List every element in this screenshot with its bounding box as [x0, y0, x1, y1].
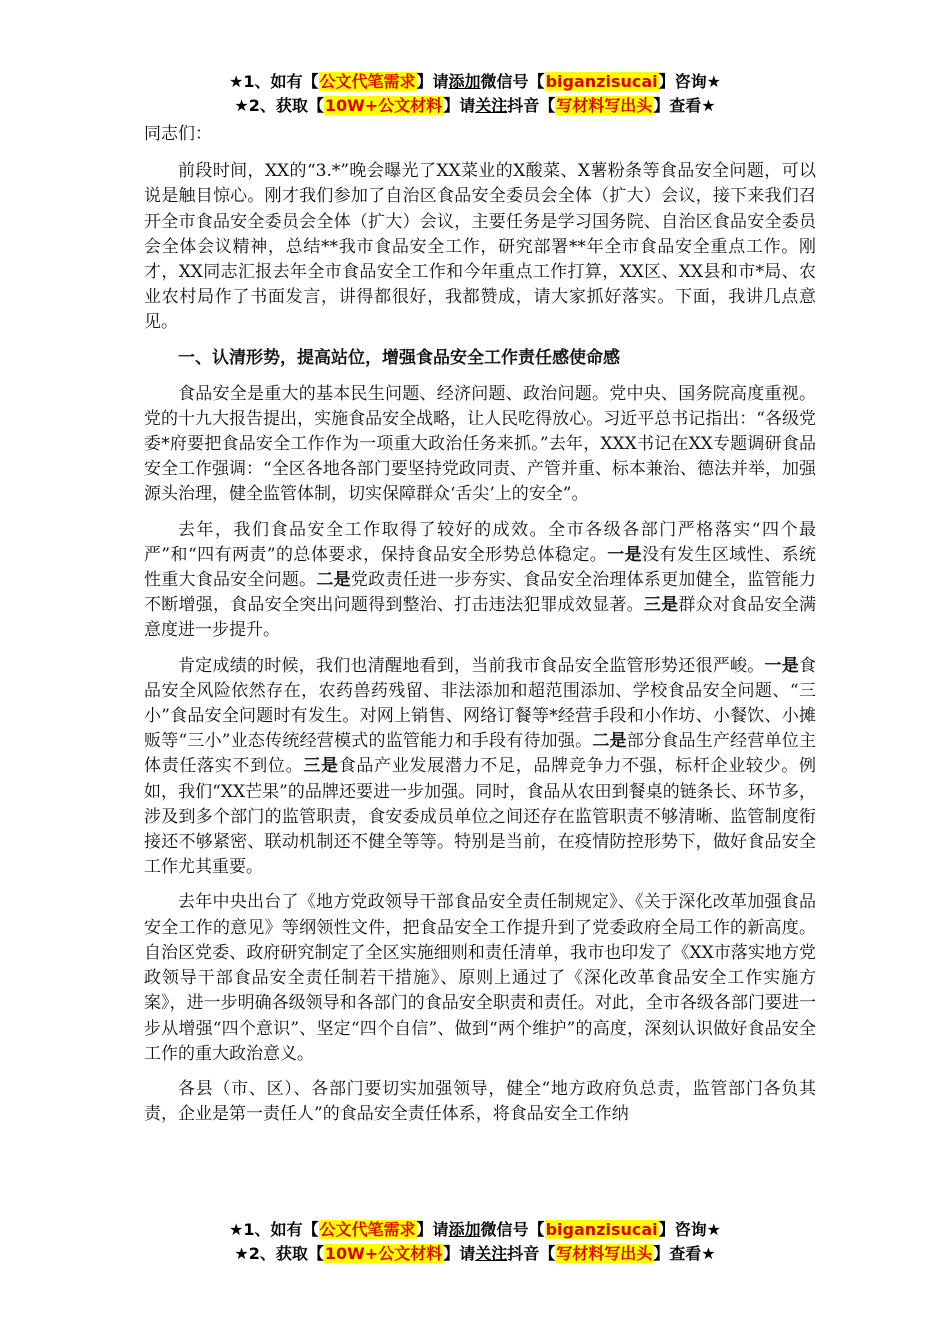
banner-line-1: ★1、如有【公文代笔需求】请添加微信号【biganzisucai】咨询★ — [229, 72, 721, 91]
highlight-douyin-account: 写材料写出头 — [556, 96, 653, 115]
paragraph-1: 前段时间，XX的“3.*”晚会曝光了XX菜业的X酸菜、X薯粉条等食品安全问题，可以说是触目惊心。刚才我们参加了自治区食品安全委员会全体（扩大）会议，接下来我们召开全市食品安全委员会全体（扩大）会议，主要任务是学习国务院、自治区食品安全委员会全体会议精神，总结**我市食品安全工作，研究部署**年全市食品安全重点工作。刚才，XX同志汇报去年全市食品安全工作和今年重点工作打算，XX区、XX县和市*局、农业农村局作了书面发言，讲得都很好，我都赞成，请大家抓好落实。下面，我讲几点意见。 — [144, 161, 816, 333]
section-heading-1: 一、认清形势，提高站位，增强食品安全工作责任感使命感 — [178, 347, 620, 368]
greeting: 同志们： — [144, 124, 212, 144]
highlight-materials: 10W+公文材料 — [324, 96, 443, 115]
paragraph-6: 各县（市、区）、各部门要切实加强领导，健全“地方政府负总责，监管部门各负其责，企业是第一责任人”的食品安全责任体系，将食品安全工作纳 — [144, 1078, 816, 1125]
paragraph-2: 食品安全是重大的基本民生问题、经济问题、政治问题。党中央、国务院高度重视。党的十九大报告提出，实施食品安全战略，让人民吃得放心。习近平总书记指出：“各级党委*府要把食品安全工作作为一项重大政治任务来抓。”去年，XXX书记在XX专题调研食品安全工作强调：“全区各地各部门要坚持党政同责、产管并重、标本兼治、德法并举，加强源头治理，健全监管体制，切实保障群众‘舌尖’上的安全”。 — [144, 383, 816, 505]
highlight-service: 公文代笔需求 — [319, 72, 416, 91]
bold-marker: 三是 — [643, 595, 679, 616]
banner-line-2: ★2、获取【10W+公文材料】请关注抖音【写材料写出头】查看★ — [234, 96, 716, 115]
bold-marker: 一是 — [764, 655, 799, 676]
bold-marker: 二是 — [592, 731, 627, 752]
paragraph-3: 去年，我们食品安全工作取得了较好的成效。全市各级各部门严格落实“四个最严”和“四有两责”的总体要求，保持食品安全形势总体稳定。一是没有发生区域性、系统性重大食品安全问题。二是党政责任进一步夯实、食品安全治理体系更加健全，监管能力不断增强，食品安全突出问题得到整治、打击违法犯罪成效显著。三是群众对食品安全满意度进一步提升。 — [144, 519, 817, 641]
bottom-banner — [0, 1218, 950, 1266]
bold-marker: 三是 — [303, 756, 339, 777]
highlight-douyin-account: 写材料写出头 — [556, 1244, 653, 1263]
banner-line-1: ★1、如有【公文代笔需求】请添加微信号【biganzisucai】咨询★ — [229, 1220, 721, 1239]
highlight-materials: 10W+公文材料 — [324, 1244, 443, 1263]
banner-line-2: ★2、获取【10W+公文材料】请关注抖音【写材料写出头】查看★ — [234, 1244, 716, 1263]
top-banner — [0, 70, 950, 118]
highlight-wechat-id: biganzisucai — [545, 1220, 658, 1239]
bold-marker: 一是 — [607, 544, 643, 565]
document-body — [144, 122, 816, 1137]
highlight-wechat-id: biganzisucai — [545, 72, 658, 91]
bold-marker: 二是 — [316, 570, 351, 591]
highlight-service: 公文代笔需求 — [319, 1220, 416, 1239]
paragraph-4: 肯定成绩的时候，我们也清醒地看到，当前我市食品安全监管形势还很严峻。一是食品安全风险依然存在，农药兽药残留、非法添加和超范围添加、学校食品安全问题、“三小”食品安全问题时有发生。对网上销售、网络订餐等*经营手段和小作坊、小餐饮、小摊贩等“三小”业态传统经营模式的监管能力和手段有待加强。二是部分食品生产经营单位主体责任落实不到位。三是食品产业发展潜力不足，品牌竞争力不强，标杆企业较少。例如，我们“XX芒果”的品牌还要进一步加强。同时，食品从农田到餐桌的链条长、环节多，涉及到多个部门的监管职责，食安委成员单位之间还存在监管职责不够清晰、监管制度衔接还不够紧密、联动机制还不健全等等。特别是当前，在疫情防控形势下，做好食品安全工作尤其重要。 — [144, 655, 817, 878]
paragraph-5: 去年中央出台了《地方党政领导干部食品安全责任制规定》、《关于深化改革加强食品安全工作的意见》等纲领性文件，把食品安全工作提升到了党委政府全局工作的新高度。自治区党委、政府研究制定了全区实施细则和责任清单，我市也印发了《XX市落实地方党政领导干部食品安全责任制若干措施》、原则上通过了《深化改革食品安全工作实施方案》，进一步明确各级领导和各部门的食品安全职责和责任。对此，全市各级各部门要进一步从增强“四个意识”、坚定“四个自信”、做到“两个维护”的高度，深刻认识做好食品安全工作的重大政治意义。 — [144, 892, 816, 1064]
